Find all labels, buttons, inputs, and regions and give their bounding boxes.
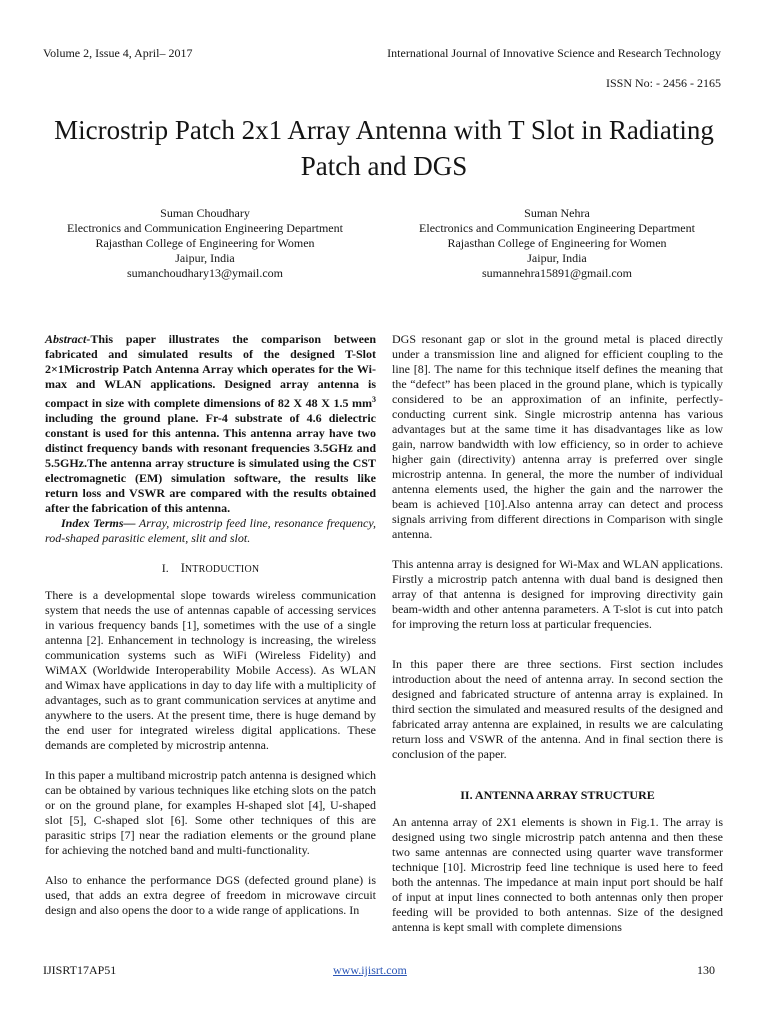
section-heading-introduction [45,561,376,577]
author-location: Jaipur, India [527,251,587,265]
footer-page-number: 130 [697,963,715,977]
index-terms-text: Array, microstrip feed line, resonance frequency, rod-shaped parasitic element, slit and slot. [45,516,376,545]
right-paragraph-3: In this paper there are three sections. First section includes introduction about the need of antenna array. In second section the designed and fabricated structure of antenna array is explained. In third section the simulated and measured results of the designed and fabricated array antenna are explained, in results we are calculating return loss and VSWR of the antenna. And in final section there is conclusion of the paper. [392,657,723,761]
index-terms-lead: Index Terms— [61,516,136,530]
abstract-superscript: 3 [372,395,376,404]
abstract-lead: Abstract- [45,332,91,346]
author-college: Rajasthan College of Engineering for Women [95,236,315,250]
author-department: Electronics and Communication Engineering Department [67,221,343,235]
abstract-text: This paper illustrates the comparison between fabricated and simulated results of the designed T-Slot 2×1Microstrip Patch Antenna Array which operates for the Wi-max and WLAN applications. Designed array antenna is compact in size with complete dimensions of 82 X 48 X 1.5 mm [45,332,376,410]
author-block-2 [397,206,717,281]
author-location: Jaipur, India [175,251,235,265]
right-paragraph-2: This antenna array is designed for Wi-Max and WLAN applications. Firstly a microstrip patch antenna with dual band is designed then array of that antenna is designed for improving directivity gain beam-width and other antenna parameters. A T-slot is cut into patch for improving the return loss at particular frequencies. [392,557,723,631]
section-title-initial: I [180,561,185,575]
footer-paper-id: IJISRT17AP51 [43,963,117,977]
intro-paragraph-2: In this paper a multiband microstrip patch antenna is designed which can be obtained by various techniques like etching slots on the patch or on the ground plane, for examples H-shaped slot [4], U-shaped slot [5], C-shaped slot [6]. Some other techniques of this are parasitic strips [7] near the radiation elements or the ground plane for achieving the notched band and multi-functionality. [45,768,376,857]
footer-website-link[interactable]: www.ijisrt.com [333,963,407,977]
abstract-text-continued: including the ground plane. Fr-4 substrate of 4.6 dielectric constant is used for this antenna. This antenna array have two distinct frequency bands with resonant frequencies 3.5GHz and 5.5GHz.The antenna array structure is simulated using the CST electromagnetic (EM) simulation software, the results like return loss and VSWR are compared with the results obtained after the fabrication of this antenna. [45,411,376,515]
header-volume-issue: Volume 2, Issue 4, April– 2017 [43,46,193,60]
abstract [45,332,376,516]
header-journal-name: International Journal of Innovative Science and Research Technology [387,46,721,60]
author-email[interactable]: sumanchoudhary13@ymail.com [126,266,284,280]
left-column [45,332,376,918]
paper-title: Microstrip Patch 2x1 Array Antenna with T Slot in Radiating Patch and DGS [54,115,714,181]
header-issn: ISSN No: - 2456 - 2165 [605,76,721,90]
author-name: Suman Choudhary [160,206,250,220]
section-2-paragraph: An antenna array of 2X1 elements is shown in Fig.1. The array is designed using two single microstrip patch antenna and then these two same antennas are connected using quarter wave transformer technique [10]. Microstrip feed line technique is used here to feed both the antennas. The impedance at main input port should be half of input at input lines connected to both antennas only then proper feeding will be provided to both antennas. Size of the designed antenna is kept small with complete dimensions [392,815,723,934]
intro-paragraph-1: There is a developmental slope towards wireless communication system that needs the use of antennas capable of accessing services in various frequency bands [1], sometimes with the use of a single antenna [2]. Enhancement in technology is increasing, the wireless communication systems such as WiFi (Wireless Fidelity) and WiMAX (Worldwide Interoperability Mobile Access). As WLAN and Wimax have applications in day to day life with a multiplicity of advantages, such as to grant communication services at anytime and anywhere to the users. At the present time, there is huge demand by the end user for integrated wireless digital applications. These demands are completed by microstrip antenna. [45,588,376,752]
section-heading-antenna-array-structure: II. ANTENNA ARRAY STRUCTURE [460,788,655,802]
author-name: Suman Nehra [524,206,590,220]
section-title-rest: NTRODUCTION [184,564,260,575]
index-terms [45,516,376,546]
section-number: I. [161,561,169,575]
intro-paragraph-3: Also to enhance the performance DGS (defected ground plane) is used, that adds an extra degree of freedom in microwave circuit design and also opens the door to a wide range of applications. In [45,873,376,917]
author-block-1 [45,206,365,281]
author-department: Electronics and Communication Engineering Department [419,221,695,235]
right-paragraph-1: DGS resonant gap or slot in the ground metal is placed directly under a transmission line and aligned for efficient coupling to the line [8]. The name for this technique itself defines the meaning that the “defect” has been placed in the ground plane, which is typically considered to be an approximation of an infinite, perfectly-conducting current sink. Single microstrip antenna has various advantages but at the same time it has disadvantages like as low gain, narrow bandwidth with low efficiency, so in order to achieve higher gain (directivity) antenna array is preferred over single microstrip antenna. In general, the more the number of individual antenna elements used, the higher the gain and the narrower the beam is achieved [10].Also antenna array can detect and process signals arriving from different directions in Comparison with single antenna. [392,332,723,541]
author-email[interactable]: sumannehra15891@gmail.com [481,266,633,280]
author-college: Rajasthan College of Engineering for Women [447,236,667,250]
right-column [392,332,723,935]
